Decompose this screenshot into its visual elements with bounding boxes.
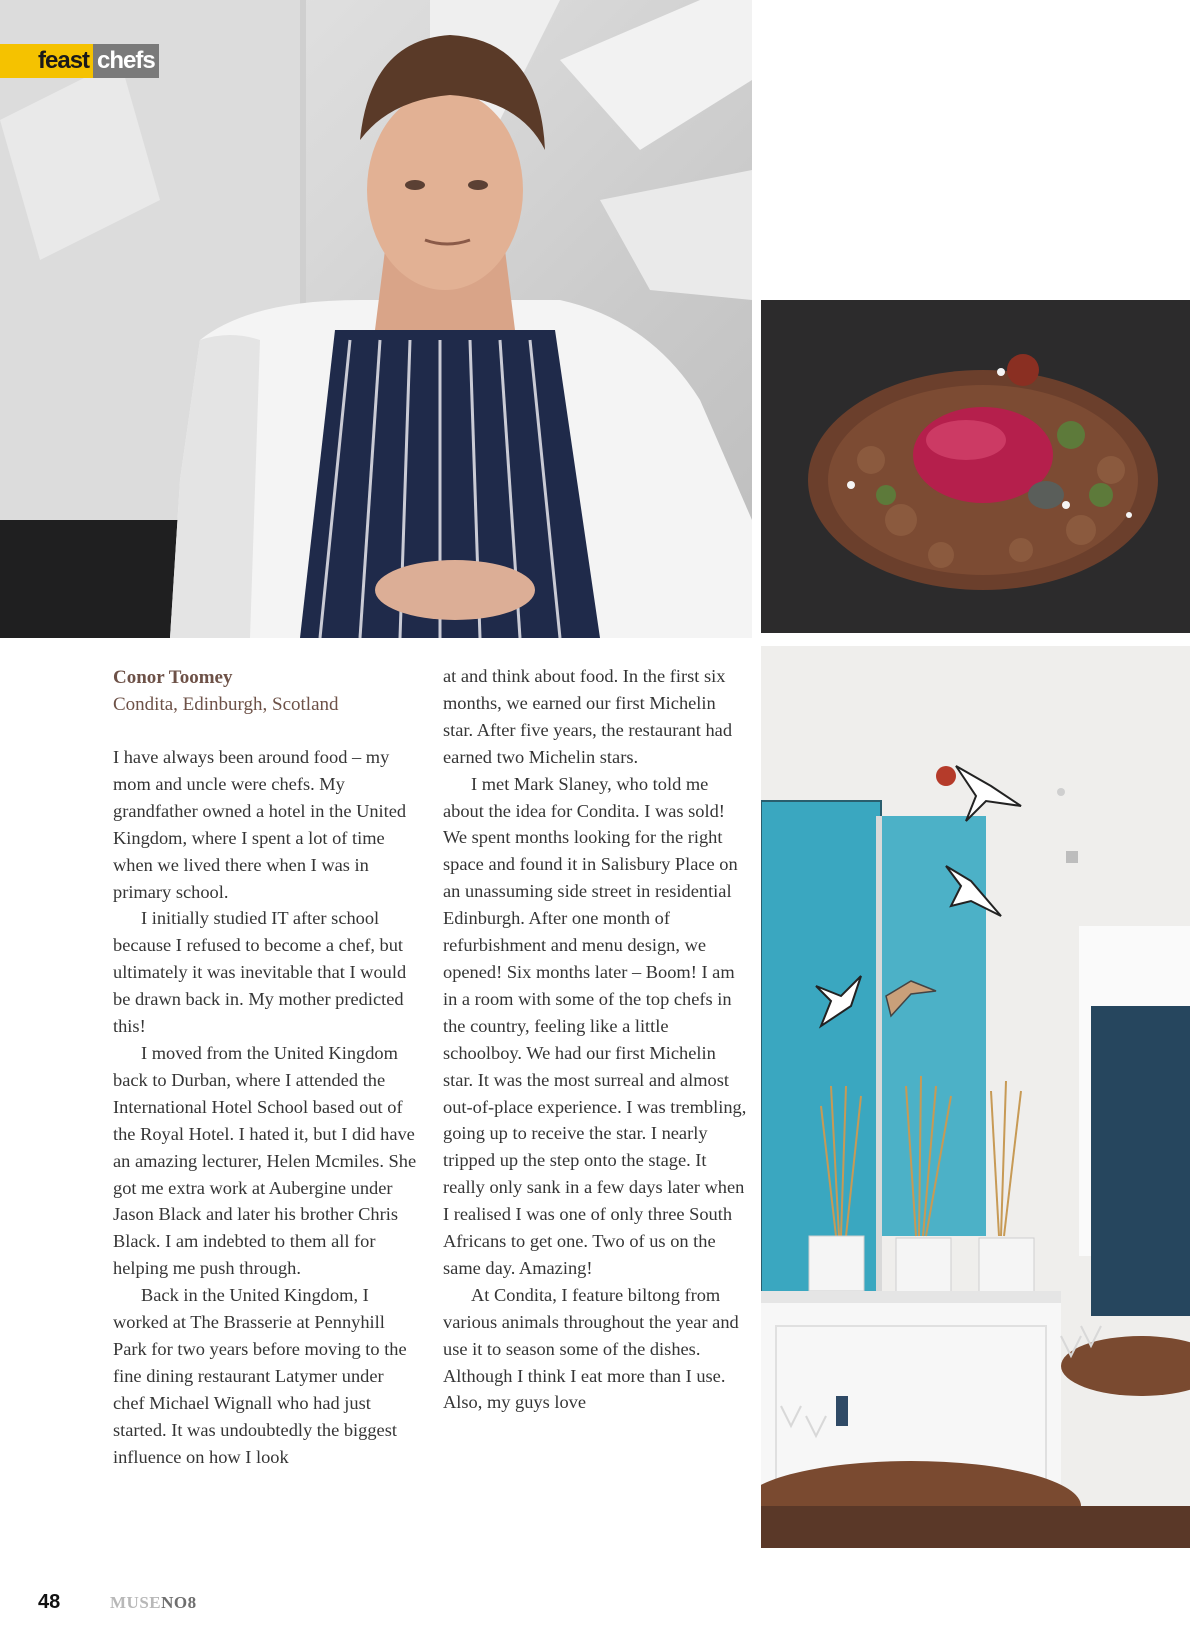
dish-illustration [761, 300, 1190, 633]
byline-name: Conor Toomey [113, 667, 233, 688]
restaurant-photo [761, 646, 1190, 1548]
paragraph: I met Mark Slaney, who told me about the idea for Condita. I was sold! We spent months looking for the right space and found it in Salisbury Place on an unassuming side street in residential Edinburgh. After one month of refurbishment and menu design, we opened! Six months later – Boom! I am in a room with some of the top chefs in the country, feeling like a little schoolboy. We had our first Michelin star. It was the most surreal and almost out-of-place experience. I was trembling, going up to receive the star. I nearly tripped up the step onto the stage. It really only sank in a few days later when I realised I was one of only three South Africans to get one. Two of us on the same day. Amazing! [443, 773, 747, 1278]
section-tag [0, 44, 159, 78]
paragraph: At Condita, I feature biltong from various animals throughout the year and use it to season some of the dishes. Although I think I eat more than I use. Also, my guys love [443, 1284, 739, 1413]
magazine-name-part-b: NO8 [161, 1593, 197, 1612]
restaurant-illustration [761, 646, 1190, 1548]
paragraph: I have always been around food – my mom and uncle were chefs. My grandfather owned a hotel in the United Kingdom, where I spent a lot of time when we lived there when I was in primary school. [113, 747, 407, 902]
magazine-name [110, 1593, 197, 1613]
paragraph: I initially studied IT after school because I refused to become a chef, but ultimately it was inevitable that I would be drawn back in. My mother predicted this! [113, 908, 407, 1037]
paragraph: I moved from the United Kingdom back to Durban, where I attended the International Hotel School based out of the Royal Hotel. I hated it, but I did have an amazing lecturer, Helen Mcmiles. She got me extra work at Aubergine under Jason Black and later his brother Chris Black. I am indebted to them all for helping me push through. [113, 1042, 417, 1279]
section-tag-secondary: chefs [93, 44, 159, 78]
byline-place: Condita, Edinburgh, Scotland [113, 694, 339, 715]
paragraph: Back in the United Kingdom, I worked at The Brasserie at Pennyhill Park for two years before moving to the fine dining restaurant Latymer under chef Michael Wignall who had just started. It was undoubtedly the biggest influence on how I look [113, 1285, 407, 1467]
article-column-2 [443, 663, 749, 1416]
chef-portrait-illustration [0, 0, 752, 638]
page-number: 48 [38, 1591, 61, 1613]
section-tag-primary: feast [0, 44, 93, 78]
magazine-name-part-a: MUSE [110, 1593, 162, 1612]
chef-portrait-photo [0, 0, 752, 638]
dish-photo [761, 300, 1190, 633]
paragraph: at and think about food. In the first six months, we earned our first Michelin star. After five years, the restaurant had earned two Michelin stars. [443, 666, 733, 767]
article-column-1 [113, 744, 418, 1470]
